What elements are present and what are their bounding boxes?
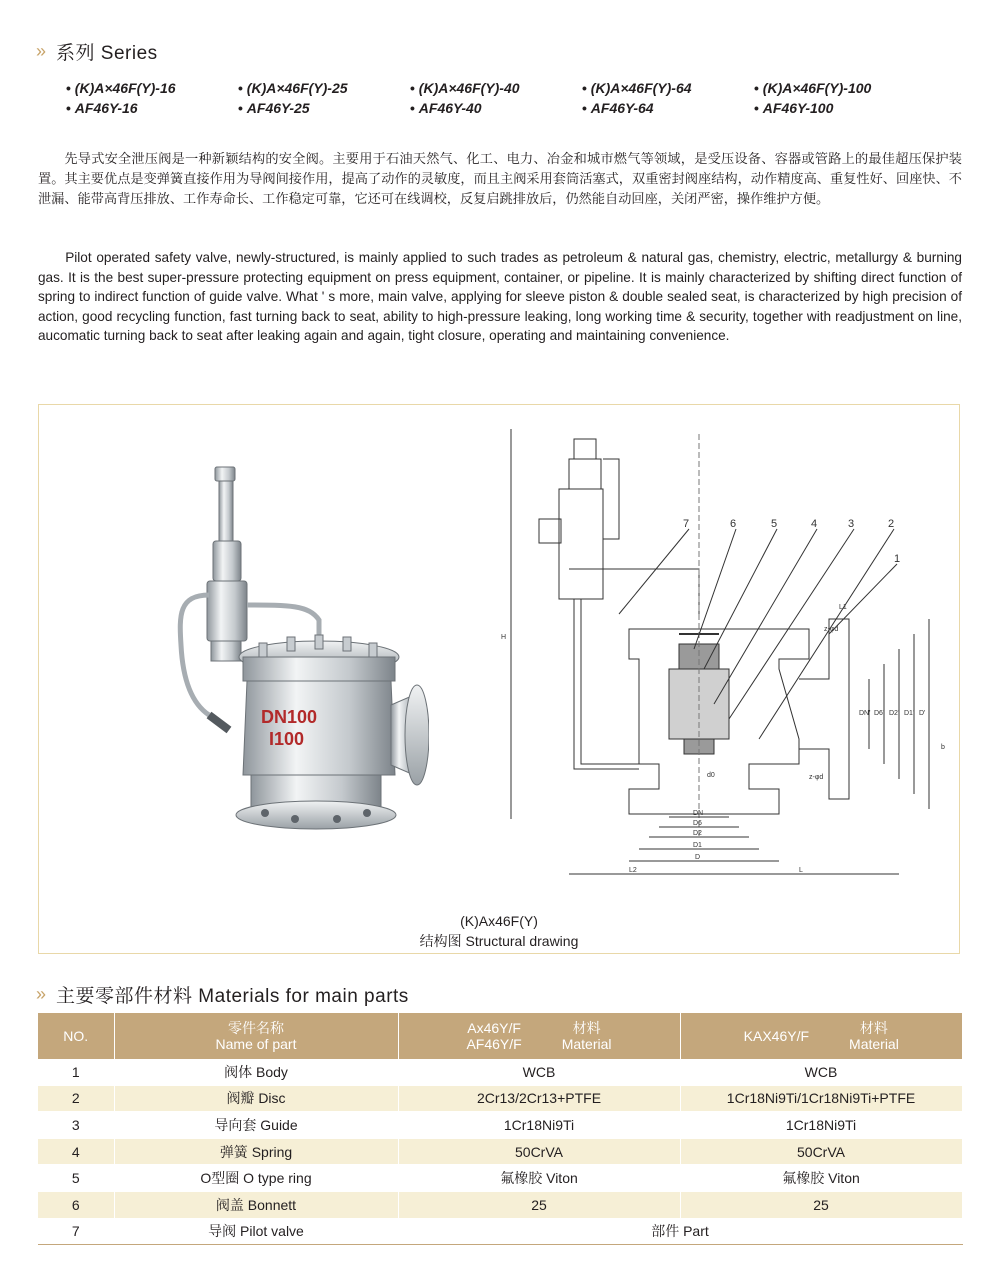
header-material-2 <box>680 1013 962 1059</box>
part-number-label: 7 <box>683 518 690 530</box>
figure-caption-text: 结构图 Structural drawing <box>419 933 579 949</box>
cell-no: 1 <box>38 1059 114 1085</box>
cell-material-2: WCB <box>680 1059 962 1085</box>
part-number-label: 3 <box>848 518 855 530</box>
cell-material-1: 1Cr18Ni9Ti <box>398 1112 680 1139</box>
dim-label: H <box>501 634 507 641</box>
description-english: Pilot operated safety valve, newly-structured, is mainly applied to such trades as petroleum & natural gas, chemistry, electric, metallurgy & burning gas. It is the best super-pressure protecting equipment on press equipment, container, or pipeline. It is mainly characterized by shifting direct function of spring to indirect function of guide valve. What ' s more, main valve, applying for sleeve piston & double sealed seat, is characterized by high precision of action, good recycling function, fast turning back to seat, ability to high-pressure leaking, long working time & security, together with readjustment on line, aucomatic turning back to seat after leaking again and again, tight closure, operating and maintaining convenience. <box>38 250 962 344</box>
dim-label: D2' <box>889 710 900 717</box>
part-number-label: 5 <box>771 518 778 530</box>
cell-no: 7 <box>38 1218 114 1245</box>
description-chinese: 先导式安全泄压阀是一种新颖结构的安全阀。主要用于石油天然气、化工、电力、冶金和城市燃气等领域，是受压设备、容器或管路上的最佳超压保护装置。其主要优点是变弹簧直接作用为导阀间接作用，提高了动作的灵敏度，而且主阀采用套筒活塞式，双重密封阀座结构，动作精度高、重复性好、回座快、不泄漏、能带高背压排放、工作寿命长、工作稳定可靠，它还可在线调校，反复启跳排放后，仍然能自动回座，关闭严密，操作维护方便。 <box>38 151 962 206</box>
photo-marking-dn: DN100 <box>261 707 318 727</box>
structural-drawing <box>499 419 949 899</box>
dim-label: D1 <box>693 842 702 849</box>
cell-material-1: WCB <box>398 1059 680 1085</box>
valve-photo <box>169 445 429 845</box>
table-row <box>38 1165 962 1192</box>
series-item: • AF46Y-40 <box>410 100 582 116</box>
photo-marking-pressure: I100 <box>269 729 305 749</box>
header-model-b: AF46Y/F <box>466 1036 522 1052</box>
header-material-1 <box>398 1013 680 1059</box>
table-header-row <box>38 1013 962 1059</box>
series-item: • AF46Y-100 <box>754 100 926 116</box>
series-item: • AF46Y-64 <box>582 100 754 116</box>
dim-label: D2 <box>693 830 702 837</box>
header-material-en: Material <box>561 1036 612 1052</box>
part-number-label: 4 <box>811 518 818 530</box>
dim-label: D1' <box>904 710 915 717</box>
chevron-right-icon: » <box>36 41 47 61</box>
dim-label: D6 <box>693 820 702 827</box>
series-item: • (K)A×46F(Y)-25 <box>238 80 410 96</box>
cell-material-2: 1Cr18Ni9Ti <box>680 1112 962 1139</box>
dim-label: z-φd <box>809 774 824 781</box>
cell-no: 3 <box>38 1112 114 1139</box>
cell-material-merged: 部件 Part <box>398 1218 962 1245</box>
header-material-en: Material <box>849 1036 899 1052</box>
materials-title: 主要零部件材料 Materials for main parts <box>56 986 409 1007</box>
header-part-name-en: Name of part <box>215 1036 297 1052</box>
figure-caption-model: (K)Ax46F(Y) <box>460 913 538 929</box>
cell-material-2: 1Cr18Ni9Ti/1Cr18Ni9Ti+PTFE <box>680 1085 962 1112</box>
header-part-name <box>114 1013 398 1059</box>
series-item: • (K)A×46F(Y)-64 <box>582 80 754 96</box>
dim-label: d0 <box>707 772 715 779</box>
cell-part-name: 导阀 Pilot valve <box>114 1218 398 1245</box>
dim-label: D <box>695 854 701 861</box>
header-part-name-cn: 零件名称 <box>228 1020 284 1036</box>
table-row <box>38 1085 962 1112</box>
series-item: • AF46Y-25 <box>238 100 410 116</box>
table-row <box>38 1218 962 1245</box>
part-number-label: 6 <box>730 518 737 530</box>
header-no: NO. <box>38 1013 114 1059</box>
dim-label: z-φd <box>824 626 839 633</box>
cell-material-2: 25 <box>680 1191 962 1218</box>
chevron-right-icon: » <box>36 984 47 1004</box>
cell-no: 2 <box>38 1085 114 1112</box>
table-row <box>38 1112 962 1139</box>
series-list <box>66 80 946 116</box>
part-number-label: 2 <box>888 518 895 530</box>
header-material-cn: 材料 <box>859 1020 888 1036</box>
cell-material-2: 氟橡胶 Viton <box>680 1165 962 1192</box>
part-number-label: 1 <box>894 553 901 565</box>
cell-no: 6 <box>38 1191 114 1218</box>
figure-panel <box>38 404 960 954</box>
header-material-cn: 材料 <box>572 1020 601 1036</box>
cell-part-name: 弹簧 Spring <box>114 1138 398 1165</box>
cell-no: 5 <box>38 1165 114 1192</box>
cell-no: 4 <box>38 1138 114 1165</box>
table-row <box>38 1059 962 1085</box>
cell-part-name: O型圈 O type ring <box>114 1165 398 1192</box>
cell-part-name: 阀瓣 Disc <box>114 1085 398 1112</box>
dim-label: D' <box>919 710 926 717</box>
cell-material-1: 50CrVA <box>398 1138 680 1165</box>
series-item: • AF46Y-16 <box>66 100 238 116</box>
series-item: • (K)A×46F(Y)-100 <box>754 80 926 96</box>
dim-label: b <box>941 744 945 751</box>
series-heading <box>36 38 158 65</box>
header-model-k: KAX46Y/F <box>743 1028 810 1044</box>
dim-label: DN' <box>859 710 871 717</box>
header-model-a: Ax46Y/F <box>467 1020 521 1036</box>
dim-label: DN <box>693 810 704 817</box>
series-item: • (K)A×46F(Y)-16 <box>66 80 238 96</box>
table-row <box>38 1138 962 1165</box>
cell-part-name: 阀体 Body <box>114 1059 398 1085</box>
series-title: 系列 Series <box>56 43 158 64</box>
materials-heading <box>36 981 409 1008</box>
table-row <box>38 1191 962 1218</box>
cell-part-name: 导向套 Guide <box>114 1112 398 1139</box>
cell-material-1: 氟橡胶 Viton <box>398 1165 680 1192</box>
dim-label: L <box>799 867 803 874</box>
dim-label: L1 <box>839 604 847 611</box>
materials-table <box>38 1013 963 1245</box>
cell-material-2: 50CrVA <box>680 1138 962 1165</box>
series-item: • (K)A×46F(Y)-40 <box>410 80 582 96</box>
cell-material-1: 25 <box>398 1191 680 1218</box>
dim-label: D6' <box>874 710 885 717</box>
cell-material-1: 2Cr13/2Cr13+PTFE <box>398 1085 680 1112</box>
cell-part-name: 阀盖 Bonnett <box>114 1191 398 1218</box>
dim-label: L2 <box>629 867 637 874</box>
